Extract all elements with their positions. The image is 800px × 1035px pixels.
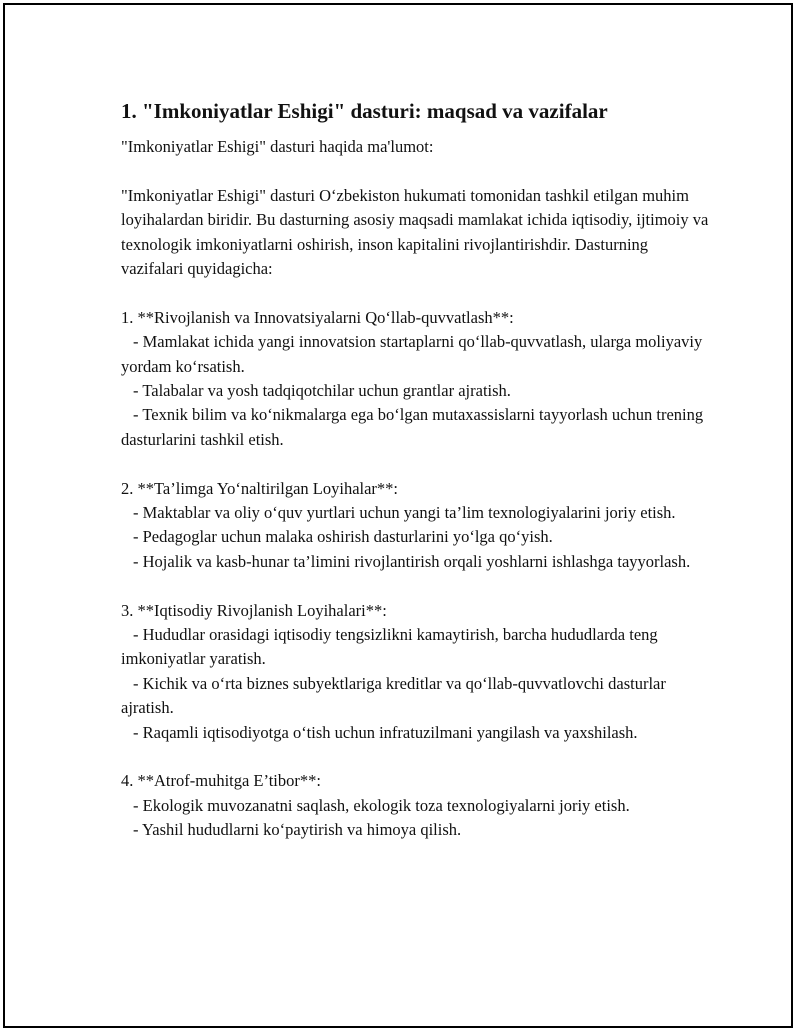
bullet-item: - Yashil hududlarni ko‘paytirish va himoya qilish. (133, 820, 462, 840)
section-1 (121, 306, 711, 452)
intro-line: "Imkoniyatlar Eshigi" dasturi haqida ma'lumot: (121, 137, 434, 156)
section-heading: 1. **Rivojlanish va Innovatsiyalarni Qo‘llab-quvvatlash**: (121, 307, 514, 327)
section-2 (121, 477, 711, 575)
section-3 (121, 599, 711, 745)
intro-paragraph: "Imkoniyatlar Eshigi" dasturi O‘zbekiston hukumati tomonidan tashkil etilgan muhim loyihalardan biridir. Bu dasturning asosiy maqsadi mamlakat ichida iqtisodiy, ijtimoiy va texnologik imkoniyatlarni oshirish, inson kapitalini rivojlantirishdir. Dasturning vazifalari quyidagicha: (121, 185, 709, 279)
bullet-item: - Mamlakat ichida yangi innovatsion startaplarni qo‘llab-quvvatlash, ularga moliyaviy yordam ko‘rsatish. (121, 332, 703, 376)
bullet-item: - Raqamli iqtisodiyotga o‘tish uchun infratuzilmani yangilash va yaxshilash. (133, 722, 638, 742)
bullet-item: - Ekologik muvozanatni saqlash, ekologik toza texnologiyalarni joriy etish. (133, 795, 630, 815)
document-title: 1. "Imkoniyatlar Eshigi" dasturi: maqsad va vazifalar (121, 99, 608, 123)
bullet-item: - Pedagoglar uchun malaka oshirish dasturlarini yo‘lga qo‘yish. (133, 527, 553, 547)
bullet-item: - Hududlar orasidagi iqtisodiy tengsizlikni kamaytirish, barcha hududlarda teng imkoniyatlar yaratish. (121, 625, 658, 669)
section-heading: 2. **Ta’limga Yo‘naltirilgan Loyihalar**: (121, 478, 399, 498)
bullet-item: - Hojalik va kasb-hunar ta’limini rivojlantirish orqali yoshlarni ishlashga tayyorlash. (133, 551, 691, 571)
bullet-item: - Kichik va o‘rta biznes subyektlariga kreditlar va qo‘llab-quvvatlovchi dasturlar ajratish. (121, 673, 666, 718)
bullet-item: - Talabalar va yosh tadqiqotchilar uchun grantlar ajratish. (133, 381, 511, 401)
document-body (121, 97, 711, 843)
section-heading: 3. **Iqtisodiy Rivojlanish Loyihalari**: (121, 600, 387, 620)
bullet-item: - Texnik bilim va ko‘nikmalarga ega bo‘lgan mutaxassislarni tayyorlash uchun trening dasturlarini tashkil etish. (121, 405, 704, 449)
section-4 (121, 769, 711, 842)
bullet-item: - Maktablar va oliy o‘quv yurtlari uchun yangi ta’lim texnologiyalarini joriy etish. (133, 503, 676, 523)
page-frame (3, 3, 793, 1028)
section-heading: 4. **Atrof-muhitga E’tibor**: (121, 771, 321, 791)
